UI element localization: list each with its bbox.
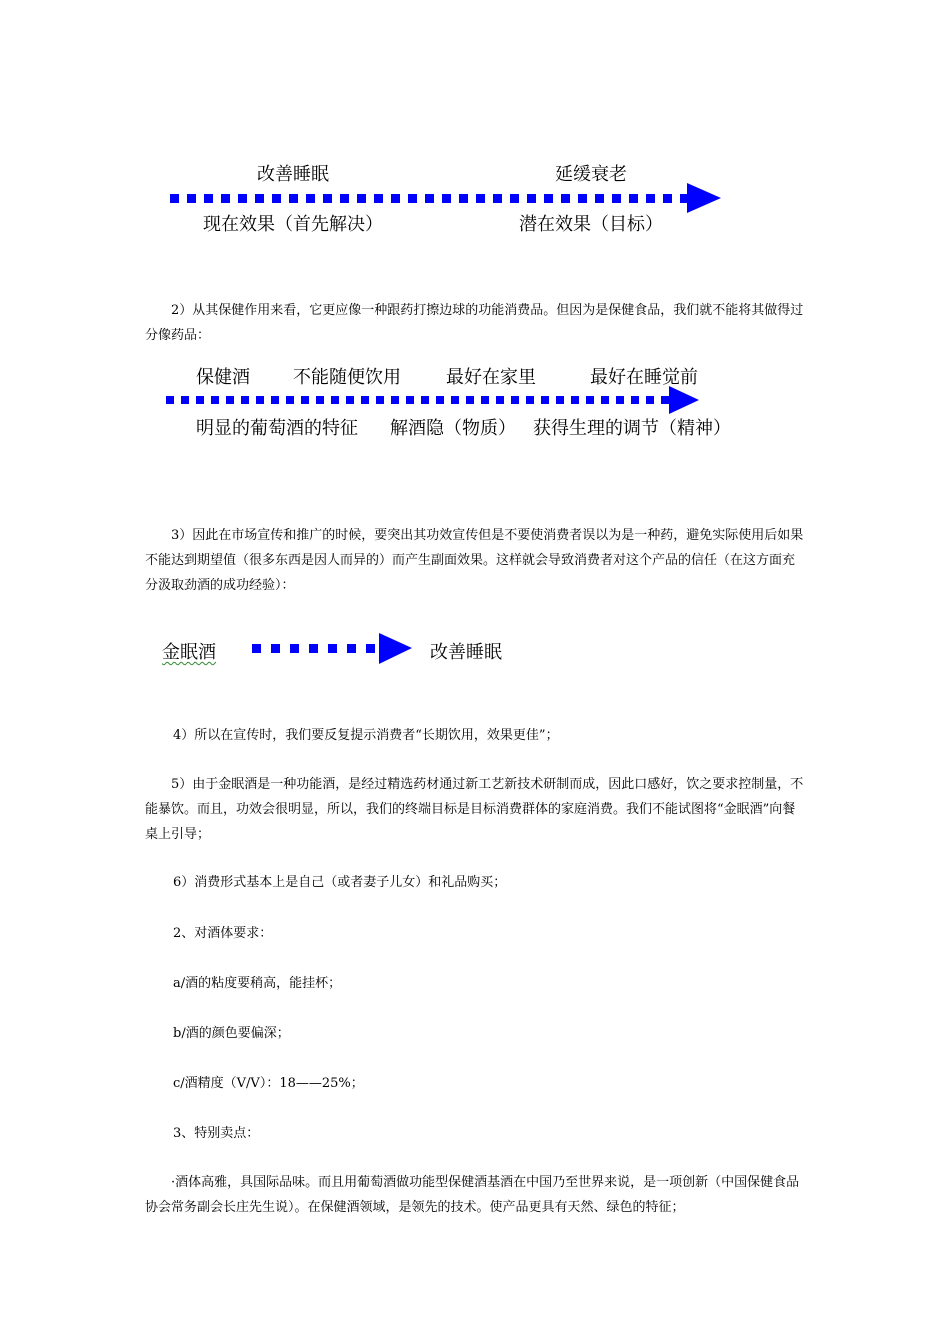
diagram1-top-right: 延缓衰老 [555,164,627,185]
diagram1-bottom-right: 潜在效果（目标） [519,214,663,235]
diagram3-left-wrap [162,638,216,664]
paragraph-5: 5）由于金眠酒是一种功能酒，是经过精选药材通过新工艺新技术研制而成，因此口感好，饮之要求控制量，不能暴饮。而且，功效会很明显，所以，我们的终端目标是目标消费群体的家庭消费。我们不能试图将“金眠酒”向餐桌上引导； [145,777,804,842]
paragraph-3: 3）因此在市场宣传和推广的时候，要突出其功效宣传但是不要使消费者误以为是一种药，避免实际使用后如果不能达到期望值（很多东西是因人而异的）而产生副面效果。这样就会导致消费者对这个产品的信任（在这方面充分汲取劲酒的成功经验）： [145,528,804,593]
arrow-head [379,633,412,664]
diagram2-top-1: 保健酒 [196,367,250,388]
arrow-dots [166,396,669,404]
paragraph-6: 6）消费形式基本上是自己（或者妻子儿女）和礼品购买； [173,875,507,890]
dotted-arrow-3 [252,632,422,672]
requirement-a: a/酒的粘度要稍高，能挂杯； [173,976,342,991]
diagram2-bottom-1: 明显的葡萄酒的特征 [196,418,358,439]
diagram3-right: 改善睡眠 [430,642,502,663]
diagram3-left: 金眠酒 [162,642,216,663]
diagram2-bottom-2: 解酒隐（物质） [390,418,516,439]
diagram2-bottom-3: 获得生理的调节（精神） [533,418,731,439]
diagram1-top-left: 改善睡眠 [257,164,329,185]
section-2-heading: 2、对酒体要求： [173,926,273,941]
diagram2-top-4: 最好在睡觉前 [590,367,698,388]
section-3-heading: 3、特别卖点： [173,1126,260,1141]
diagram2-top-2: 不能随便饮用 [293,367,401,388]
requirement-c: c/酒精度（V/V）：18——25%； [173,1076,364,1091]
paragraph-2: 2）从其保健作用来看，它更应像一种跟药打擦边球的功能消费品。但因为是保健食品，我们就不能将其做得过分像药品： [145,303,804,343]
paragraph-selling-point: ·酒体高雅，具国际品味。而且用葡萄酒做功能型保健酒基酒在中国乃至世界来说，是一项创新（中国保健食品协会常务副会长庄先生说）。在保健酒领域，是领先的技术。使产品更具有天然、绿色的特征； [145,1175,800,1215]
arrow-head [669,386,699,414]
requirement-b: b/酒的颜色要偏深； [173,1026,290,1041]
paragraph-4: 4）所以在宣传时，我们要反复提示消费者“长期饮用，效果更佳”； [173,728,559,743]
arrow-dots [252,644,375,653]
diagram1-bottom-left: 现在效果（首先解决） [203,214,383,235]
arrow-head [687,183,721,213]
arrow-dots [170,194,689,203]
diagram2-top-3: 最好在家里 [446,367,536,388]
